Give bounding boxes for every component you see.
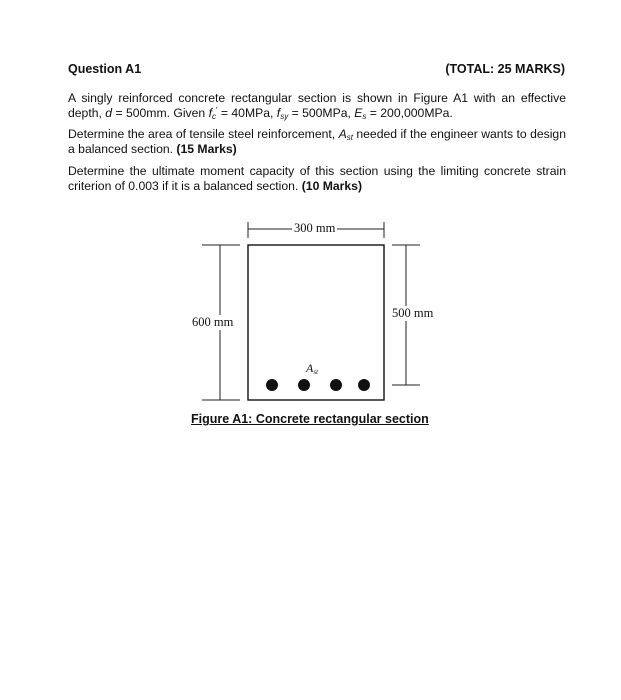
symbol-fc-sub: c: [211, 111, 216, 121]
value-es: = 200,000MPa.: [366, 105, 453, 120]
given-intro-text: A singly reinforced concrete rectangular section is shown in Figure A1 with an effective depth,: [68, 91, 566, 120]
value-fsy: = 500MPa,: [288, 105, 355, 120]
symbol-fc: f: [208, 105, 212, 120]
steel-bar: [266, 379, 278, 391]
steel-bar: [358, 379, 370, 391]
symbol-d: d: [105, 105, 113, 120]
steel-bar: [298, 379, 310, 391]
symbol-fc-prime: ': [215, 105, 218, 115]
part-b-text: Determine the ultimate moment capacity of this section using the limiting concrete strain criterion of 0.003 if it is a balanced section.: [68, 164, 566, 193]
part-a-text: Determine the area of tensile steel reinforcement,: [68, 127, 339, 141]
height-label: 600 mm: [192, 315, 234, 329]
steel-area-sub: st: [313, 368, 319, 376]
steel-area-symbol: A: [306, 361, 314, 375]
symbol-ast-sub: st: [346, 133, 353, 142]
symbol-fsy: f: [276, 105, 281, 120]
part-a-text-2: needed if the engineer wants to design a balanced section.: [68, 127, 566, 156]
width-label: 300 mm: [294, 221, 336, 235]
symbol-fsy-sub: sy: [280, 111, 289, 121]
steel-area-label: [306, 361, 318, 376]
value-fc: = 40MPa,: [217, 105, 277, 120]
steel-bar: [330, 379, 342, 391]
value-d: = 500mm. Given: [112, 105, 209, 120]
depth-label: 500 mm: [392, 306, 434, 320]
part-b-marks: (10 Marks): [301, 178, 363, 193]
symbol-ast: A: [338, 127, 347, 141]
concrete-section: [248, 245, 384, 400]
question-title: Question A1: [68, 62, 142, 76]
symbol-es: E: [354, 105, 363, 120]
part-a-marks: (15 Marks): [176, 141, 237, 156]
figure-caption: Figure A1: Concrete rectangular section: [191, 412, 429, 426]
total-marks: (TOTAL: 25 MARKS): [445, 62, 565, 76]
symbol-es-sub: s: [362, 111, 367, 121]
